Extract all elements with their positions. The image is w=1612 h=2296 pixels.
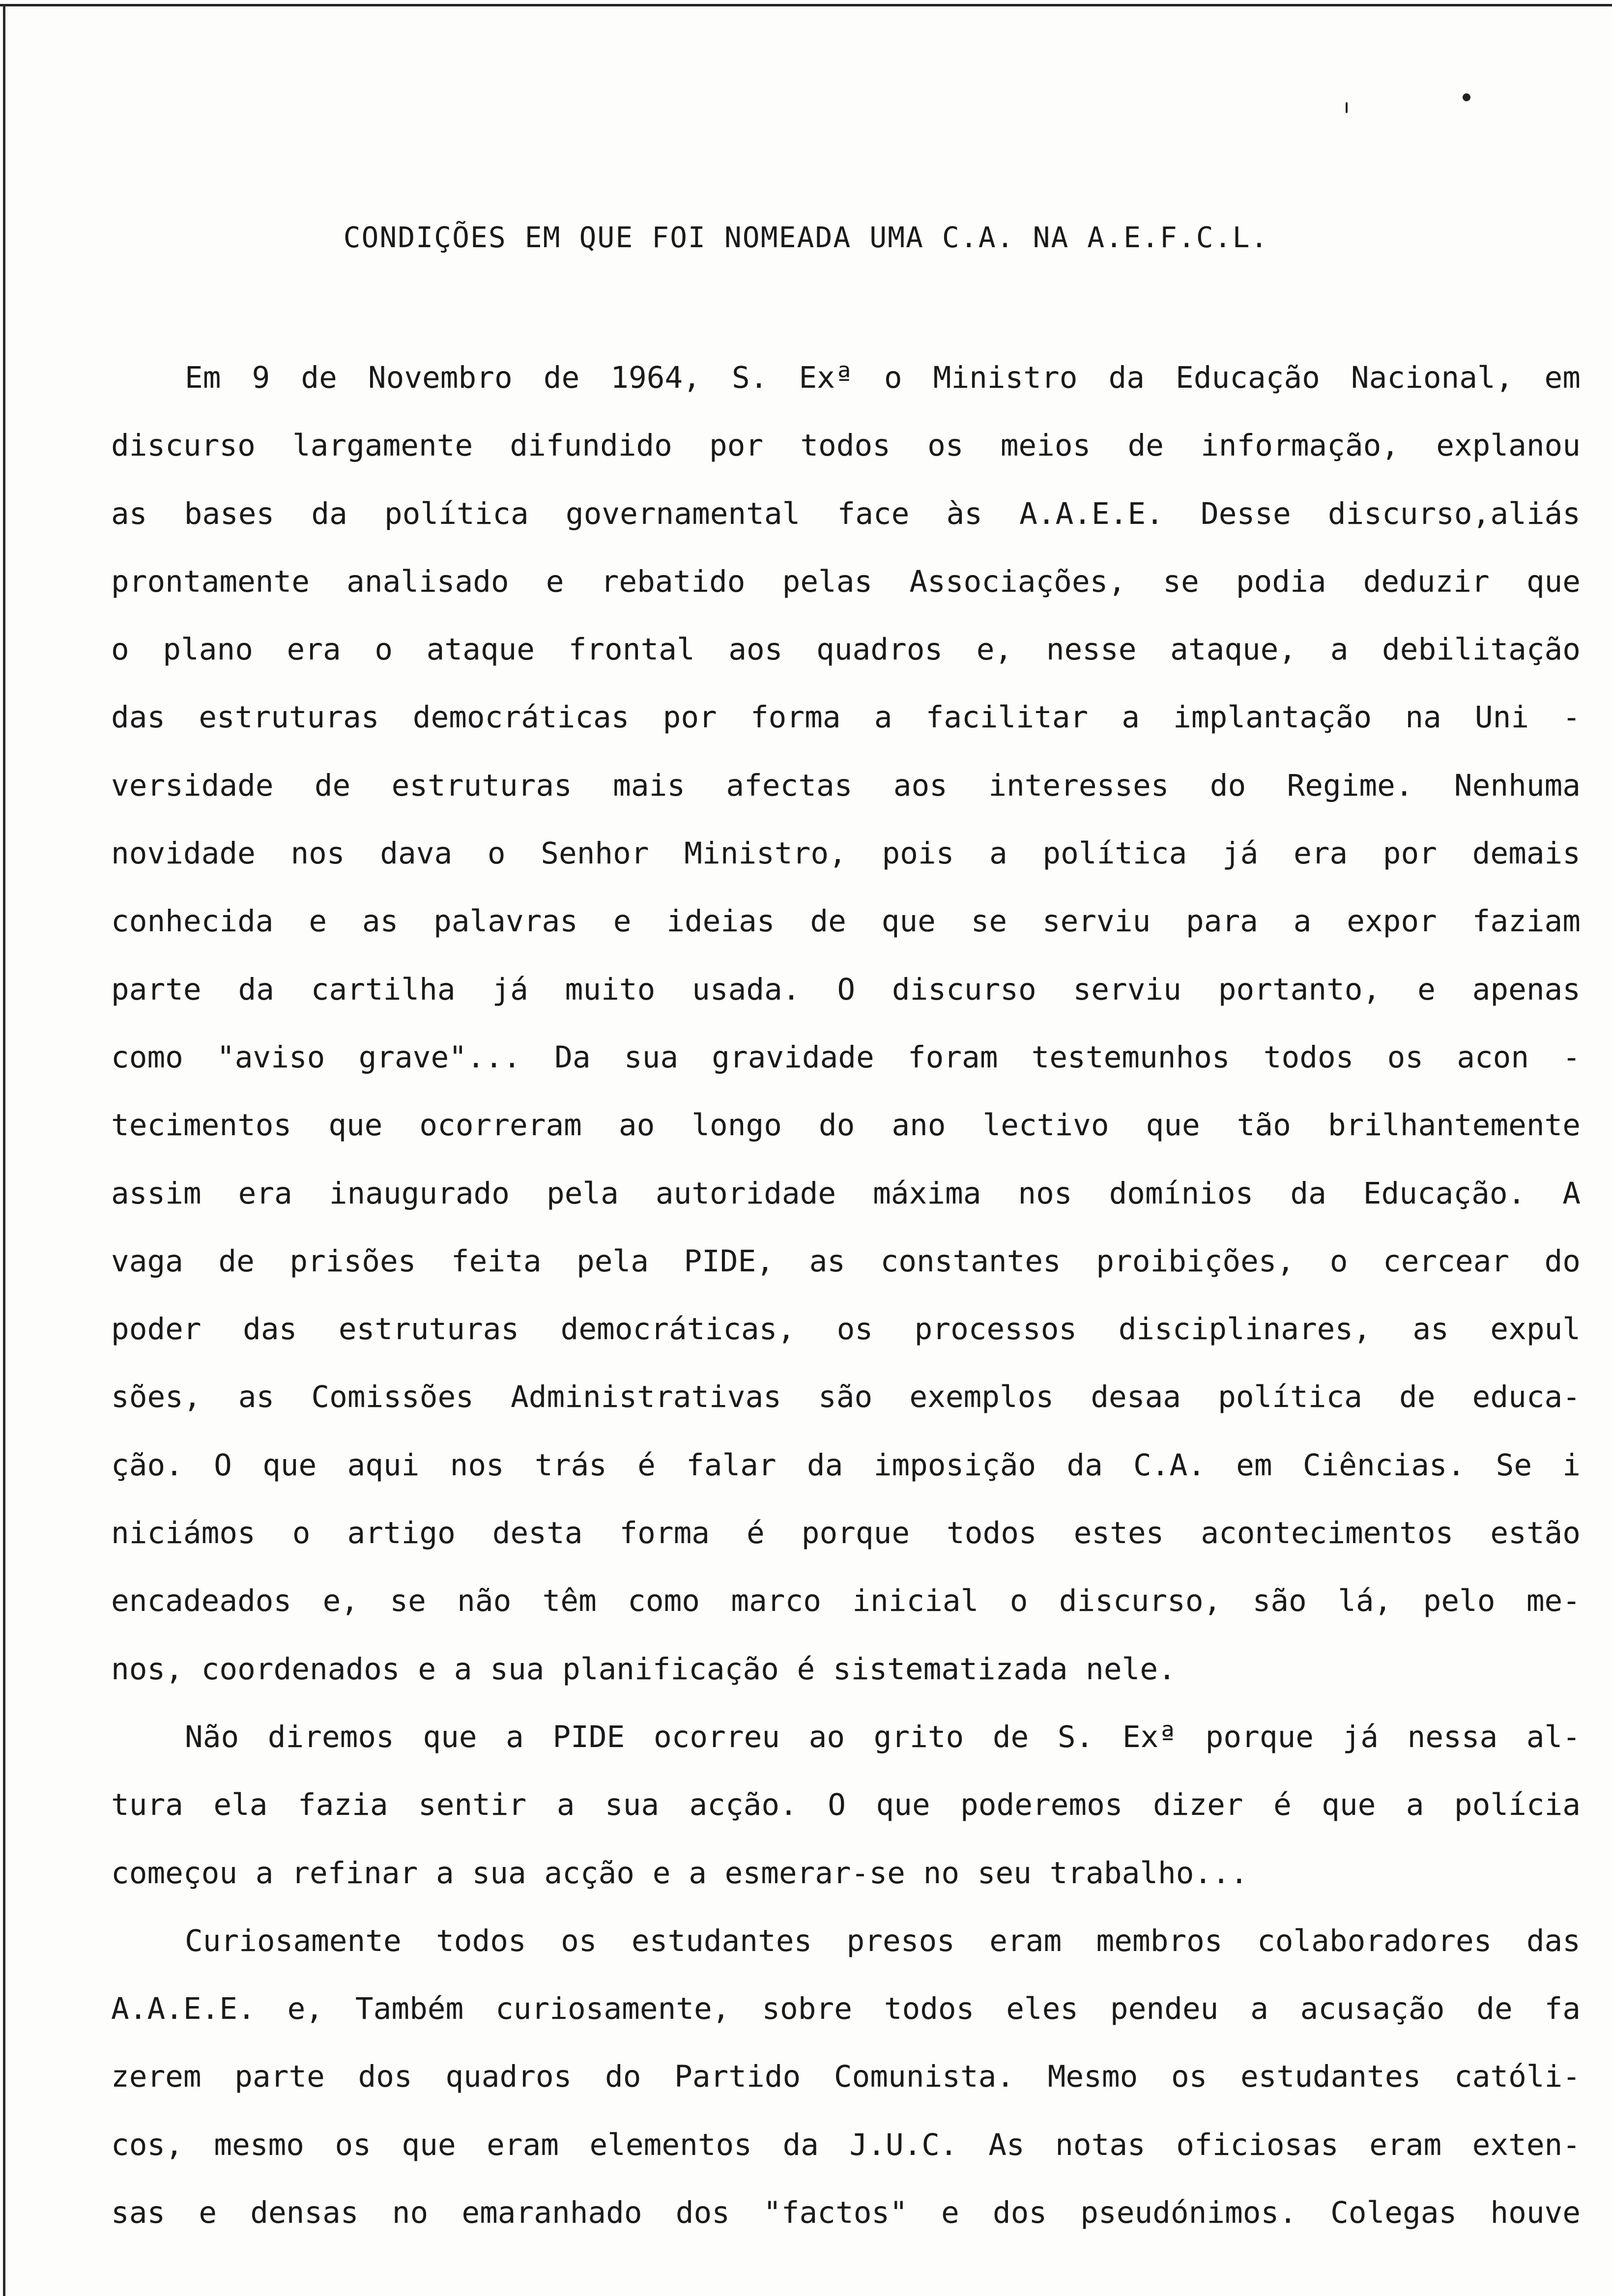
text-line: das estruturas democráticas por forma a facilitar a implantação na Uni - (111, 700, 1581, 735)
text-line: o plano era o ataque frontal aos quadros e, nesse ataque, a debilitação (111, 632, 1581, 667)
text-line: as bases da política governamental face às A.A.E.E. Desse discurso,aliás (111, 496, 1581, 531)
text-line: A.A.E.E. e, Também curiosamente, sobre todos eles pendeu a acusação de fa (111, 1991, 1581, 2027)
text-line: Não diremos que a PIDE ocorreu ao grito de S. Exª porque já nessa al- (185, 1719, 1581, 1754)
text-line: poder das estruturas democráticas, os processos disciplinares, as expul (111, 1312, 1581, 1347)
page-left-border (3, 4, 5, 2296)
text-line: cos, mesmo os que eram elementos da J.U.C. As notas oficiosas eram exten- (111, 2127, 1581, 2162)
text-line: vaga de prisões feita pela PIDE, as constantes proibições, o cercear do (111, 1243, 1581, 1279)
text-line: conhecida e as palavras e ideias de que se serviu para a expor faziam (111, 904, 1581, 939)
text-line: tecimentos que ocorreram ao longo do ano lectivo que tão brilhantemente (111, 1108, 1581, 1143)
ink-speck (1346, 102, 1348, 113)
text-line: prontamente analisado e rebatido pelas Associações, se podia deduzir que (111, 564, 1581, 599)
text-line: sões, as Comissões Administrativas são exemplos desaa política de educa- (111, 1379, 1581, 1415)
text-line: sas e densas no emaranhado dos "factos" e dos pseudónimos. Colegas houve (111, 2195, 1581, 2231)
ink-speck (1463, 93, 1470, 101)
document-body (111, 344, 1581, 2247)
text-line: encadeados e, se não têm como marco inicial o discurso, são lá, pelo me- (111, 1583, 1581, 1619)
text-line: assim era inaugurado pela autoridade máxima nos domínios da Educação. A (111, 1176, 1581, 1211)
text-line: ção. O que aqui nos trás é falar da imposição da C.A. em Ciências. Se i (111, 1447, 1581, 1483)
text-line: zerem parte dos quadros do Partido Comunista. Mesmo os estudantes católi- (111, 2059, 1581, 2095)
text-line: parte da cartilha já muito usada. O discurso serviu portanto, e apenas (111, 972, 1581, 1007)
text-line: versidade de estruturas mais afectas aos interesses do Regime. Nenhuma (111, 768, 1581, 803)
text-line: niciámos o artigo desta forma é porque todos estes acontecimentos estão (111, 1516, 1581, 1551)
text-line: discurso largamente difundido por todos os meios de informação, explanou (111, 428, 1581, 463)
text-line: Curiosamente todos os estudantes presos eram membros colaboradores das (185, 1923, 1581, 1958)
text-line: nos, coordenados e a sua planificação é sistematizada nele. (111, 1651, 1176, 1687)
page-top-border (0, 4, 1612, 6)
document-title: CONDIÇÕES EM QUE FOI NOMEADA UMA C.A. NA A.E.F.C.L. (343, 221, 1269, 254)
text-line: tura ela fazia sentir a sua acção. O que poderemos dizer é que a polícia (111, 1787, 1581, 1823)
text-line: Em 9 de Novembro de 1964, S. Exª o Ministro da Educação Nacional, em (185, 360, 1581, 395)
text-line: novidade nos dava o Senhor Ministro, pois a política já era por demais (111, 836, 1581, 871)
text-line: começou a refinar a sua acção e a esmerar-se no seu trabalho... (111, 1855, 1248, 1891)
text-line: como "aviso grave"... Da sua gravidade foram testemunhos todos os acon - (111, 1039, 1581, 1075)
